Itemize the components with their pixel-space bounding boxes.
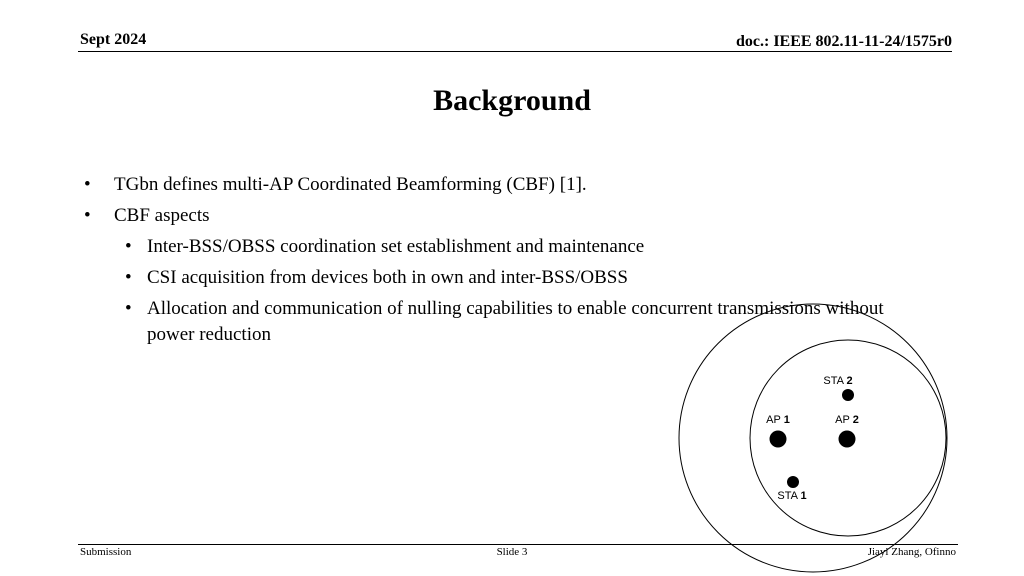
footer-slide-number: Slide 3: [496, 546, 528, 558]
header-doc-id: doc.: IEEE 802.11-11-24/1575r0: [735, 33, 952, 50]
sta-1-label: STA 1: [777, 490, 807, 502]
bss-1-coverage-circle: [679, 304, 947, 572]
ap-1-node: [770, 431, 787, 448]
bullet-dot: •: [125, 236, 132, 257]
sub-bullet-text: CSI acquisition from devices both in own and inter-BSS/OBSS: [147, 267, 628, 288]
header-date: Sept 2024: [80, 31, 147, 48]
bullet-text: TGbn defines multi-AP Coordinated Beamforming (CBF) [1].: [114, 174, 587, 195]
sub-bullet-text: Inter-BSS/OBSS coordination set establishment and maintenance: [147, 236, 645, 257]
sta-2-node: [842, 389, 854, 401]
slide-title: Background: [433, 84, 591, 117]
bullet-text: CBF aspects: [114, 205, 210, 226]
sta-2-label: STA 2: [823, 375, 853, 387]
ap-1-label: AP 1: [766, 414, 790, 426]
sta-1-node: [787, 476, 799, 488]
ap-2-label: AP 2: [835, 414, 859, 426]
bullet-dot: •: [84, 174, 91, 195]
footer-divider: [78, 544, 958, 545]
bullet-dot: •: [125, 267, 132, 288]
footer-author: Jiayi Zhang, Ofinno: [867, 546, 956, 558]
ap-2-node: [839, 431, 856, 448]
sub-bullet-text: Allocation and communication of nulling capabilities to enable concurrent transmissions without power reduction: [147, 298, 884, 345]
footer-submission: Submission: [80, 546, 132, 558]
bullet-dot: •: [84, 205, 91, 226]
bullet-dot: •: [125, 298, 132, 319]
